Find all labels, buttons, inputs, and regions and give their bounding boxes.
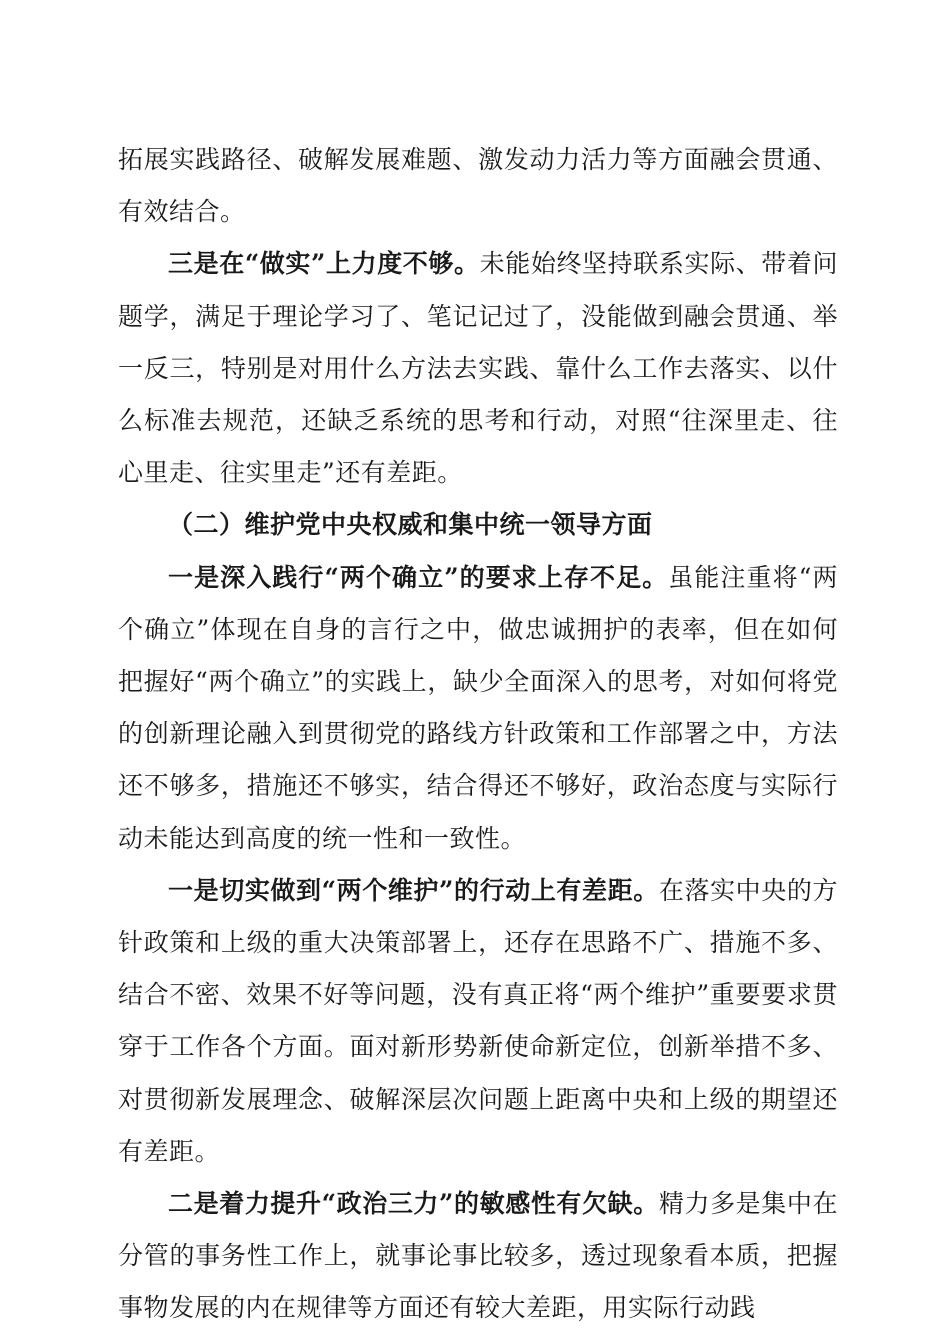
document-body xyxy=(118,134,838,1335)
paragraph-body: 拓展实践路径、破解发展难题、激发动力活力等方面融会贯通、有效结合。 xyxy=(118,145,838,227)
paragraph-lead: 二是着力提升“政治三力”的敏感性有欠缺。 xyxy=(168,1189,659,1219)
paragraph-body: 虽能注重将“两个确立”体现在自身的言行之中，做忠诚拥护的表率，但在如何把握好“两个确立”的实践上，缺少全面深入的思考，对如何将党的创新理论融入到贯彻党的路线方针政策和工作部署之中，方法还不够多，措施还不够实，结合得还不够好，政治态度与实际行动未能达到高度的统一性和一致性。 xyxy=(118,562,838,853)
paragraph-body: 未能始终坚持联系实际、带着问题学，满足于理论学习了、笔记记过了，没能做到融会贯通、举一反三，特别是对用什么方法去实践、靠什么工作去落实、以什么标准去规范，还缺乏系统的思考和行动，对照“往深里走、往心里走、往实里走”还有差距。 xyxy=(118,249,838,488)
paragraph-two-establishments xyxy=(118,552,838,865)
paragraph-lead: 一是切实做到“两个维护”的行动上有差距。 xyxy=(168,875,659,905)
paragraph-political-capacity xyxy=(118,1178,838,1335)
paragraph-lead: 一是深入践行“两个确立”的要求上存不足。 xyxy=(168,562,669,592)
paragraph-lead: 三是在“做实”上力度不够。 xyxy=(168,249,480,279)
paragraph-third-point xyxy=(118,238,838,499)
paragraph-two-safeguards xyxy=(118,865,838,1178)
paragraph-body: 在落实中央的方针政策和上级的重大决策部署上，还存在思路不广、措施不多、结合不密、效果不好等问题，没有真正将“两个维护”重要要求贯穿于工作各个方面。面对新形势新使命新定位，创新举措不多、对贯彻新发展理念、破解深层次问题上距离中央和上级的期望还有差距。 xyxy=(118,875,838,1166)
paragraph-continuation xyxy=(118,134,838,238)
paragraph-body: 精力多是集中在分管的事务性工作上，就事论事比较多，透过现象看本质，把握事物发展的内在规律等方面还有较大差距，用实际行动践 xyxy=(118,1189,838,1323)
section-heading: （二）维护党中央权威和集中统一领导方面 xyxy=(168,510,653,540)
